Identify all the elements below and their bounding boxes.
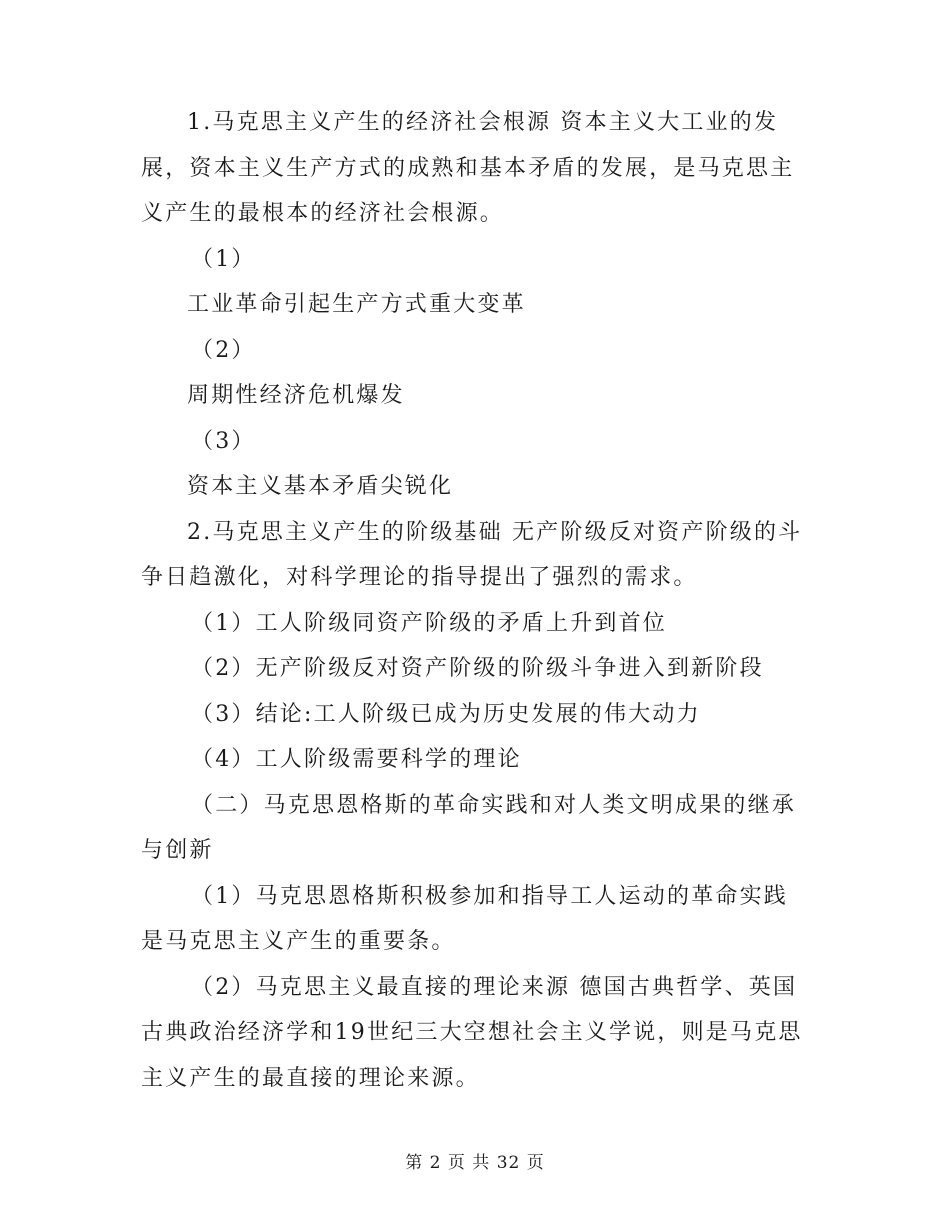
- page-footer: 第 2 页 共 32 页: [405, 1153, 545, 1173]
- paragraph-revolutionary-practice: （1）马克思恩格斯积极参加和指导工人运动的革命实践是马克思主义产生的重要条。: [141, 883, 788, 954]
- paragraph-class-basis: 2.马克思主义产生的阶级基础 无产阶级反对资产阶级的斗争日趋激化，对科学理论的指导提出了强烈的需求。: [141, 519, 803, 590]
- list-marker-3: （3）: [191, 428, 256, 454]
- document-body: [141, 100, 809, 1101]
- list-item-conclusion: （3）结论:工人阶级已成为历史发展的伟大动力: [191, 701, 701, 727]
- list-item-scientific-theory: （4）工人阶级需要科学的理论: [191, 747, 522, 772]
- paragraph-economic-roots: 1.马克思主义产生的经济社会根源 资本主义大工业的发展，资本主义生产方式的成熟和基本矛盾的发展，是马克思主义产生的最根本的经济社会根源。: [141, 110, 795, 226]
- paragraph-theoretical-sources: （2）马克思主义最直接的理论来源 德国古典哲学、英国古典政治经济学和19世纪三大空想社会主义学说，则是马克思主义产生的最直接的理论来源。: [141, 974, 803, 1091]
- list-marker-2: （2）: [191, 337, 256, 363]
- list-item-basic-contradiction: 资本主义基本矛盾尖锐化: [187, 474, 454, 499]
- list-item-class-struggle: （2）无产阶级反对资产阶级的阶级斗争进入到新阶段: [191, 656, 764, 681]
- list-item-class-contradiction: （1）工人阶级同资产阶级的矛盾上升到首位: [191, 610, 667, 636]
- list-item-economic-crisis: 周期性经济危机爆发: [187, 383, 405, 408]
- list-marker-1: （1）: [191, 246, 256, 272]
- list-item-industrial-revolution: 工业革命引起生产方式重大变革: [187, 292, 526, 317]
- section-heading-practice-inheritance: （二）马克思恩格斯的革命实践和对人类文明成果的继承与创新: [141, 792, 797, 863]
